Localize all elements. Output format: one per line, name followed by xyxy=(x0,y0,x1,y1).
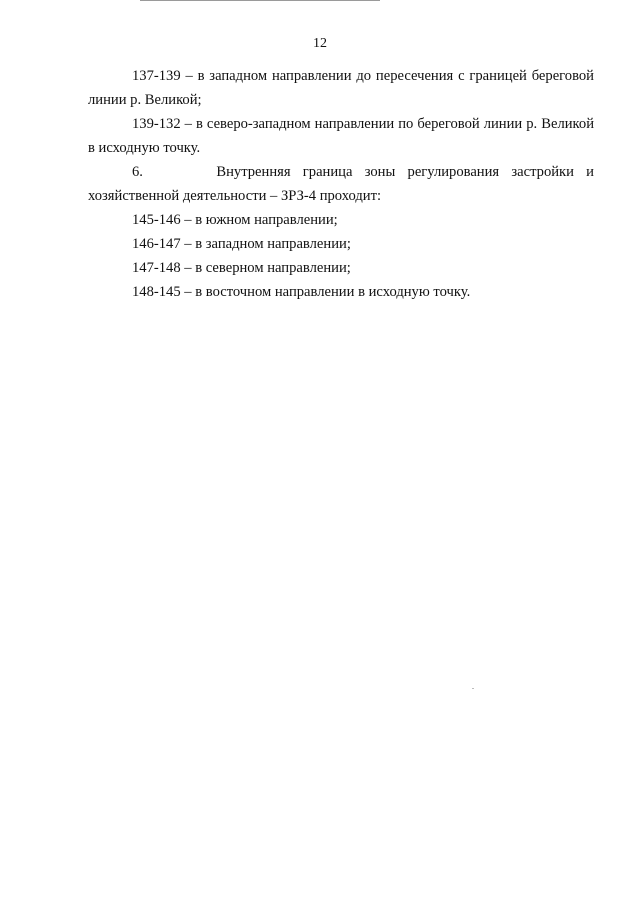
paragraph-segment-137-139: 137-139 – в западном направлении до пересечения с границей береговой линии р. Великой; xyxy=(88,68,594,108)
page-number: 12 xyxy=(313,36,327,51)
list-item-147-148: 147-148 – в северном направлении; xyxy=(132,260,351,276)
list-item-145-146: 145-146 – в южном направлении; xyxy=(132,212,338,228)
paragraph-section-6: 6. Внутренняя граница зоны регулирования застройки и хозяйственной деятельности – ЗРЗ-4 проходит: xyxy=(88,164,594,204)
scan-speck xyxy=(472,688,474,689)
list-item-148-145: 148-145 – в восточном направлении в исходную точку. xyxy=(132,284,471,300)
paragraph-segment-139-132: 139-132 – в северо-западном направлении по береговой линии р. Великой в исходную точку. xyxy=(88,116,594,156)
scan-top-edge xyxy=(140,0,380,1)
document-body xyxy=(88,64,594,304)
list-item-146-147: 146-147 – в западном направлении; xyxy=(132,236,351,252)
